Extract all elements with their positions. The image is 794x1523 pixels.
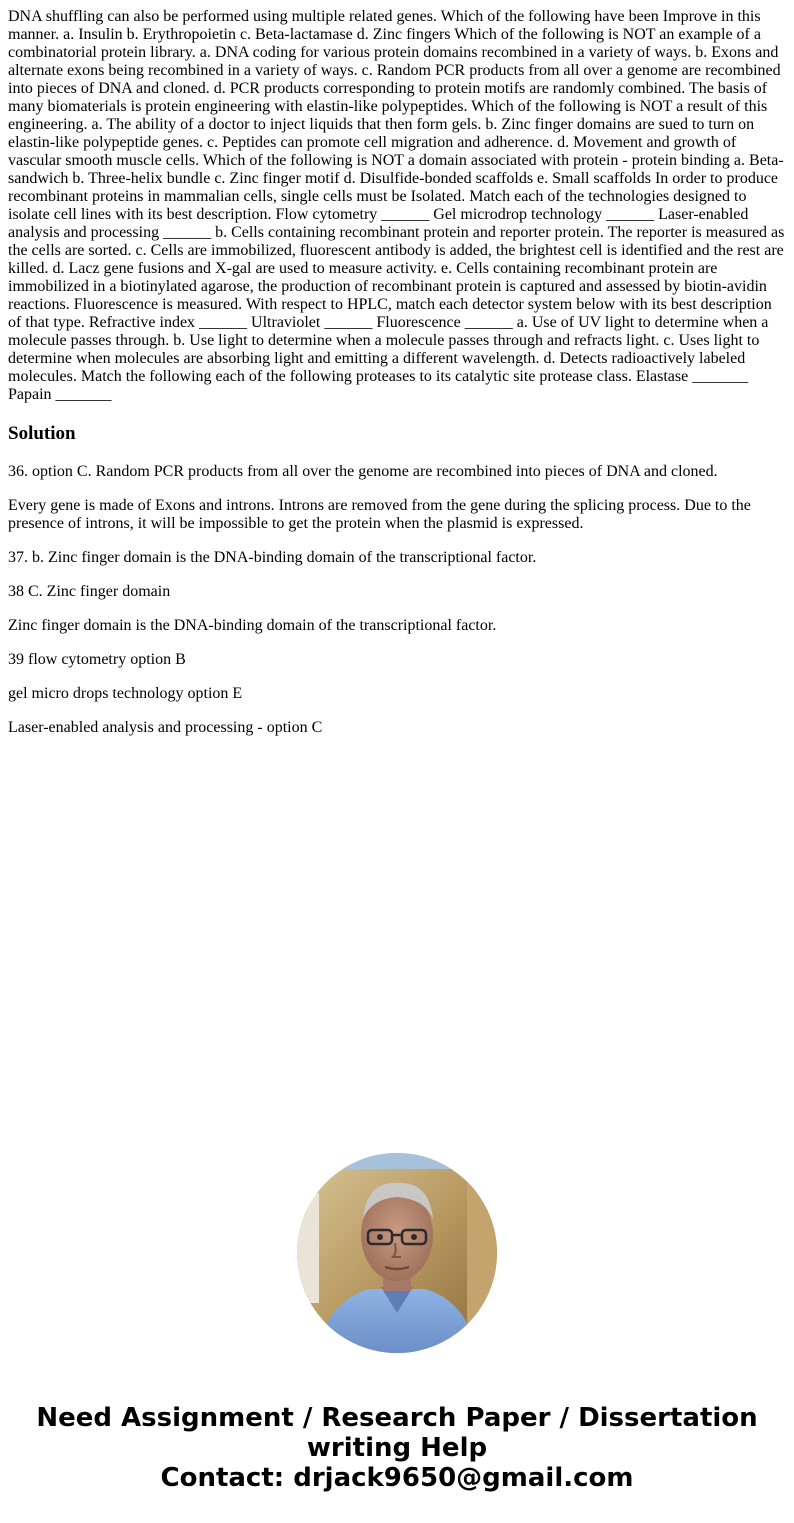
promo-line-2: writing Help [306,1433,488,1463]
answer-39-laser-enabled: Laser-enabled analysis and processing - option C [8,719,323,736]
promo-banner [0,1403,794,1493]
promo-contact: Contact: drjack9650@gmail.com [160,1463,634,1493]
answer-37: 37. b. Zinc finger domain is the DNA-binding domain of the transcriptional factor. [8,549,537,566]
answer-39-gel-microdrops: gel micro drops technology option E [8,685,243,702]
answer-38: 38 C. Zinc finger domain [8,583,171,600]
answer-36: 36. option C. Random PCR products from all over the genome are recombined into pieces of DNA and cloned. [8,463,718,480]
answer-38-explanation: Zinc finger domain is the DNA-binding domain of the transcriptional factor. [8,617,497,634]
author-avatar [297,1153,497,1353]
question-text: DNA shuffling can also be performed using multiple related genes. Which of the following have been Improve in this manner. a. Insulin b. Erythropoietin c. Beta-lactamase d. Zinc fingers Which of the following is NOT an example of a combinatorial protein library. a. DNA coding for various protein domains recombined in a variety of ways. b. Exons and alternate exons being recombined in a variety of ways. c. Random PCR products from all over a genome are recombined into pieces of DNA and cloned. d. PCR products corresponding to protein motifs are randomly combined. The basis of many biomaterials is protein engineering with elastin-like polypeptides. Which of the following is NOT a result of this engineering. a. The ability of a doctor to inject liquids that then form gels. b. Zinc finger domains are sued to turn on elastin-like polypeptide genes. c. Peptides can promote cell migration and adherence. d. Movement and growth of vascular smooth muscle cells. Which of the following is NOT a domain associated with protein - protein binding a. Beta-sandwich b. Three-helix bundle c. Zinc finger motif d. Disulfide-bonded scaffolds e. Small scaffolds In order to produce recombinant proteins in mammalian cells, single cells must be Isolated. Match each of the technologies designed to isolate cell lines with its best description. Flow cytometry ______ Gel microdrop technology ______ Laser-enabled analysis and processing ______ b. Cells containing recombinant protein and reporter protein. The reporter is measured as the cells are sorted. c. Cells are immobilized, fluorescent antibody is added, the brightest cell is identified and the rest are killed. d. Lacz gene fusions and X-gal are used to measure activity. e. Cells containing recombinant protein are immobilized in a biotinylated agarose, the production of recombinant protein is captured and assessed by biotin-avidin reactions. Fluorescence is measured. With respect to HPLC, match each detector system below with its best description of that type. Refractive index ______ Ultraviolet ______ Fluorescence ______ a. Use of UV light to determine when a molecule passes through. b. Use light to determine when a molecule passes through and refracts light. c. Uses light to determine when molecules are absorbing light and emitting a different wavelength. d. Detects radioactively labeled molecules. Match the following each of the following proteases to its catalytic site protease class. Elastase _______ Papain _______ [8,8,785,403]
solution-heading: Solution [8,423,76,444]
answer-36-explanation: Every gene is made of Exons and introns. Introns are removed from the gene during the splicing process. Due to the presence of introns, it will be impossible to get the protein when the plasmid is expressed. [8,497,751,532]
answer-39-flow-cytometry: 39 flow cytometry option B [8,651,186,668]
promo-line-1: Need Assignment / Research Paper / Dissertation [36,1403,758,1433]
